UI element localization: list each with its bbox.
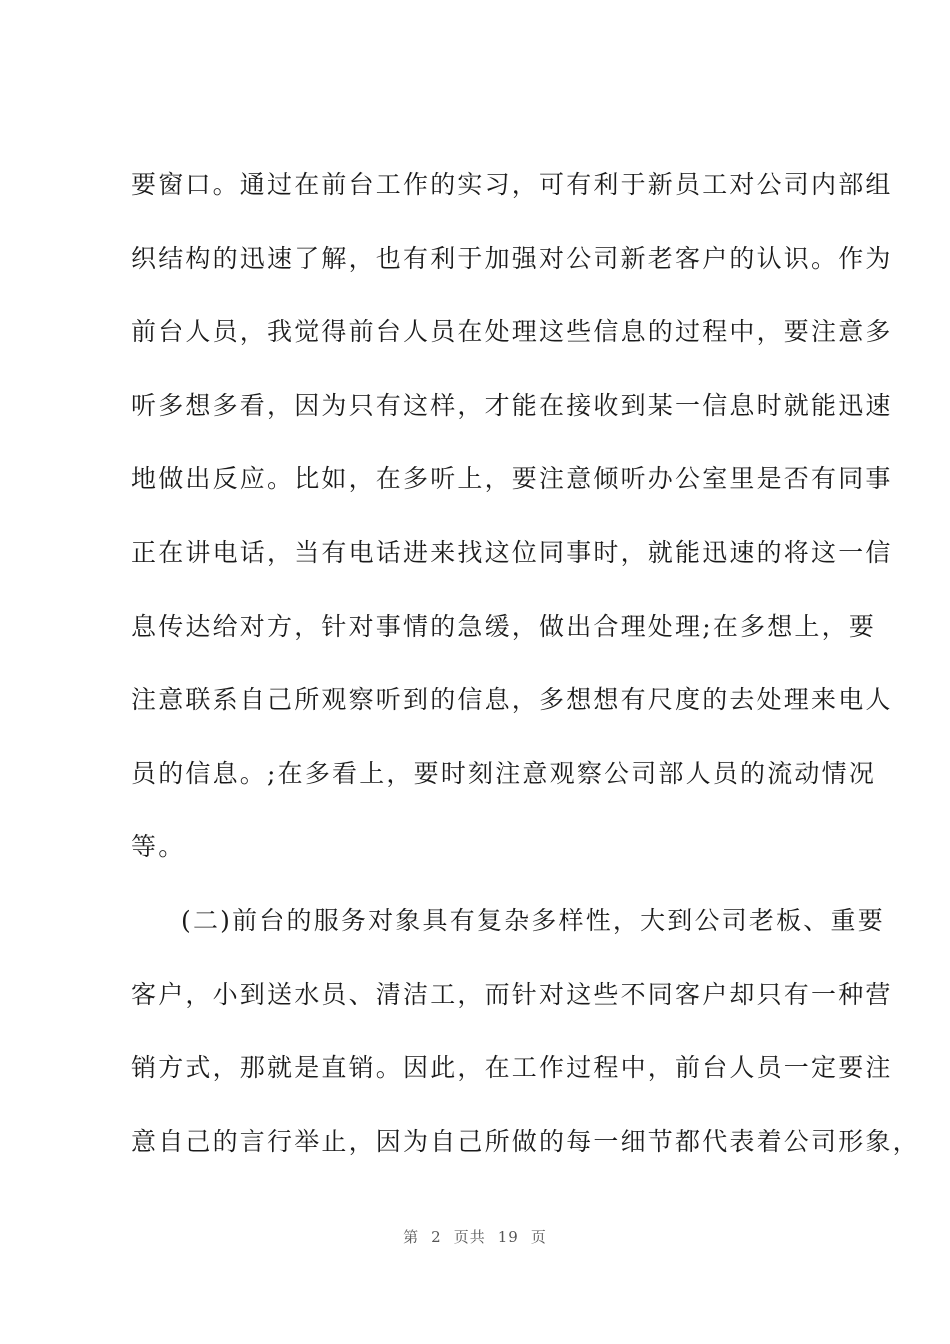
text-line-13: 销方式，那就是直销。因此，在工作过程中，前台人员一定要注 [131,1053,893,1083]
page-middle: 页共 [453,1228,486,1246]
page-prefix: 第 [403,1228,420,1246]
total-pages: 19 [497,1228,519,1246]
page-suffix: 页 [530,1228,547,1246]
text-line-6: 正在讲电话，当有电话进来找这位同事时，就能迅速的将这一信 [131,537,893,567]
text-line-12: 客户，小到送水员、清洁工，而针对这些不同客户却只有一种营 [131,979,893,1009]
text-line-3: 前台人员，我觉得前台人员在处理这些信息的过程中，要注意多 [131,317,893,347]
page-footer [0,1226,950,1247]
text-line-11: (二)前台的服务对象具有复杂多样性，大到公司老板、重要 [181,905,885,935]
text-line-14: 意自己的言行举止，因为自己所做的每一细节都代表着公司形象， [131,1126,920,1156]
text-line-10: 等。 [131,832,186,862]
text-line-2: 织结构的迅速了解，也有利于加强对公司新老客户的认识。作为 [131,243,893,273]
text-line-9: 员的信息。;在多看上，要时刻注意观察公司部人员的流动情况 [131,758,877,788]
text-line-1: 要窗口。通过在前台工作的实习，可有利于新员工对公司内部组 [131,170,893,199]
text-line-5: 地做出反应。比如，在多听上，要注意倾听办公室里是否有同事 [131,464,893,494]
page-number: 2 [431,1228,442,1246]
body-text [131,148,920,1178]
text-line-7: 息传达给对方，针对事情的急缓，做出合理处理;在多想上，要 [131,611,877,641]
text-line-4: 听多想多看，因为只有这样，才能在接收到某一信息时就能迅速 [131,390,893,420]
text-line-8: 注意联系自己所观察听到的信息，多想想有尺度的去处理来电人 [131,685,893,715]
